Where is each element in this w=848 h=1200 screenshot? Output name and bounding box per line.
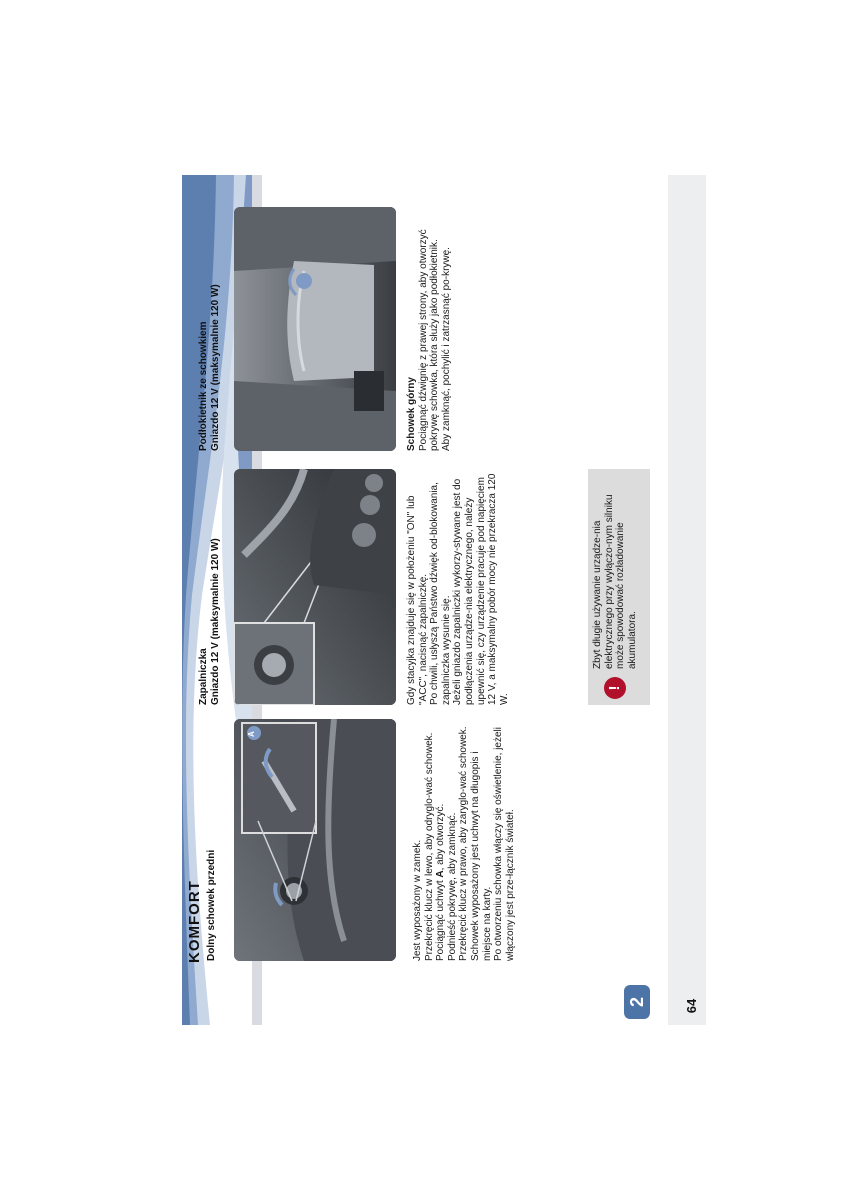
chapter-tab	[602, 985, 672, 1025]
lighter-photo	[234, 469, 396, 705]
handle-a-label: A	[435, 870, 447, 878]
lighter-text-2: Po chwili, usłyszą Państwo dźwięk od-blokowania, zapalniczka wysunie się.	[429, 482, 452, 705]
armrest-text-1: Pociągnąć dźwignię z prawej strony, aby otworzyć pokrywę schowka, która służy jako podłokietnik.	[417, 229, 441, 451]
lighter-instructions	[406, 465, 510, 705]
heading-armrest: Podłokietnik ze schowkiem Gniazdo 12 V (maksymalnie 120 W)	[198, 284, 221, 451]
armrest-illustration	[234, 207, 396, 451]
callout-label-a: A	[247, 731, 256, 737]
page-number: 64	[684, 998, 699, 1014]
armrest-text-2: Aby zamknąć, pochylić i zatrzasnąć po-krywę.	[440, 247, 452, 451]
section-title: KOMFORT	[186, 880, 203, 963]
glovebox-text-5: Przekręcić klucz w prawo, aby zaryglo-wać schowek.	[458, 726, 470, 961]
scanned-page	[182, 175, 706, 1025]
heading-cigarette-lighter: Zapalniczka Gniazdo 12 V (maksymalnie 120 W)	[198, 538, 221, 705]
glovebox-text-6: Schowek wyposażony jest uchwyt na długopis i miejsce na karty.	[469, 751, 493, 961]
glovebox-text-2: Przekręcić klucz w lewo, aby odryglo-wać schowek.	[423, 732, 435, 961]
rotated-manual-page	[182, 175, 706, 1025]
lighter-illustration	[234, 469, 396, 705]
armrest-instructions	[406, 201, 452, 451]
glovebox-text-4: Podnieść pokrywę, aby zamknąć.	[446, 812, 458, 961]
warning-box	[588, 469, 650, 705]
glovebox-text-1: Jest wyposażony w zamek.	[412, 839, 423, 961]
lighter-text-3: Jeżeli gniazdo zapalniczki wykorzy-stywane jest do podłączenia urządze-nia elektrycznego, należy upewnić się, czy urządzenie pracuje pod napięciem 12 V, a maksymalny pobór mocy nie przekracza 120 W.	[452, 473, 510, 705]
lighter-text-1: Gdy stacyjka znajduje się w położeniu "ON" lub "ACC", nacisnąć zapalniczkę.	[406, 495, 429, 705]
warning-text: Zbyt długie używanie urządze-nia elektrycznego przy wyłączo-nym silniku może spowodować rozładowanie akumulatora.	[592, 494, 638, 669]
chapter-number-badge: 2	[624, 985, 650, 1019]
exclamation-icon: !	[604, 677, 626, 699]
glovebox-illustration	[234, 719, 396, 961]
glovebox-text-7: Po otworzeniu schowka włączy się oświetlenie, jeżeli włączony jest prze-łącznik świateł.	[493, 727, 516, 961]
subheading-upper-compartment: Schowek górny	[406, 377, 417, 451]
heading-lower-glovebox: Dolny schowek przedni	[206, 849, 217, 961]
armrest-photo	[234, 207, 396, 451]
footer-strip	[668, 175, 706, 1025]
glovebox-photo	[234, 719, 396, 961]
glovebox-text-3: Pociągnąć uchwyt A, aby otworzyć.	[435, 803, 447, 961]
glovebox-instructions	[412, 715, 516, 961]
